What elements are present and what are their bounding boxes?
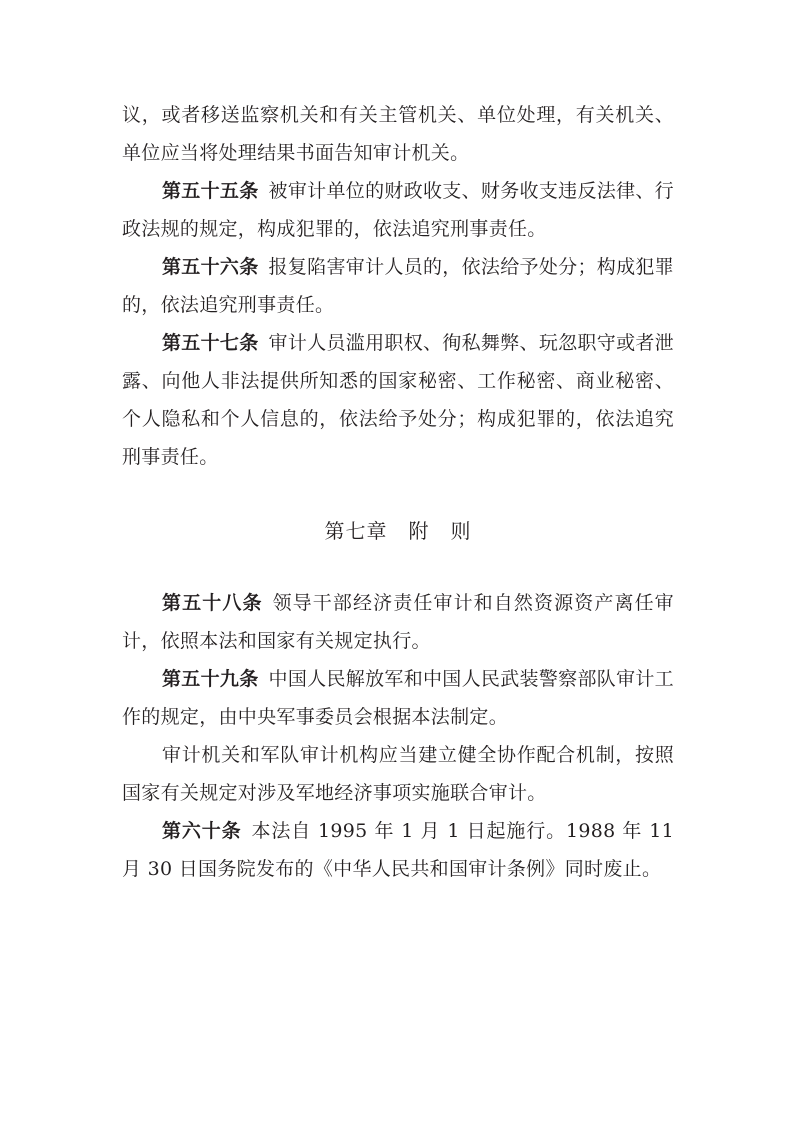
article-57 — [122, 324, 674, 476]
article-58 — [122, 584, 674, 660]
article-59 — [122, 660, 674, 736]
article-text: 报复陷害审计人员的，依法给予处分；构成犯罪的，依法追究刑事责任。 — [122, 256, 674, 316]
article-number: 第五十九条 — [162, 668, 259, 690]
article-56 — [122, 248, 674, 324]
paragraph-text: 议，或者移送监察机关和有关主管机关、单位处理，有关机关、单位应当将处理结果书面告知审计机关。 — [122, 104, 674, 164]
article-text: 审计人员滥用职权、徇私舞弊、玩忽职守或者泄露、向他人非法提供所知悉的国家秘密、工作秘密、商业秘密、个人隐私和个人信息的，依法给予处分；构成犯罪的，依法追究刑事责任。 — [122, 332, 674, 468]
document-page — [122, 96, 674, 888]
article-text: 本法自 1995 年 1 月 1 日起施行。1988 年 11 月 30 日国务院发布的《中华人民共和国审计条例》同时废止。 — [122, 820, 674, 880]
article-number: 第五十七条 — [162, 332, 259, 354]
article-number: 第五十五条 — [162, 180, 259, 202]
paragraph-text: 审计机关和军队审计机构应当建立健全协作配合机制，按照国家有关规定对涉及军地经济事项实施联合审计。 — [122, 744, 674, 804]
article-55 — [122, 172, 674, 248]
article-number: 第六十条 — [162, 820, 242, 842]
chapter-title: 第七章 附 则 — [324, 519, 472, 543]
article-59-paragraph-2 — [122, 736, 674, 812]
article-text: 中国人民解放军和中国人民武装警察部队审计工作的规定，由中央军事委员会根据本法制定。 — [122, 668, 674, 728]
article-number: 第五十六条 — [162, 256, 259, 278]
paragraph-continuation — [122, 96, 674, 172]
article-60 — [122, 812, 674, 888]
article-text: 被审计单位的财政收支、财务收支违反法律、行政法规的规定，构成犯罪的，依法追究刑事责任。 — [122, 180, 674, 240]
article-text: 领导干部经济责任审计和自然资源资产离任审计，依照本法和国家有关规定执行。 — [122, 592, 674, 652]
article-number: 第五十八条 — [162, 592, 263, 614]
